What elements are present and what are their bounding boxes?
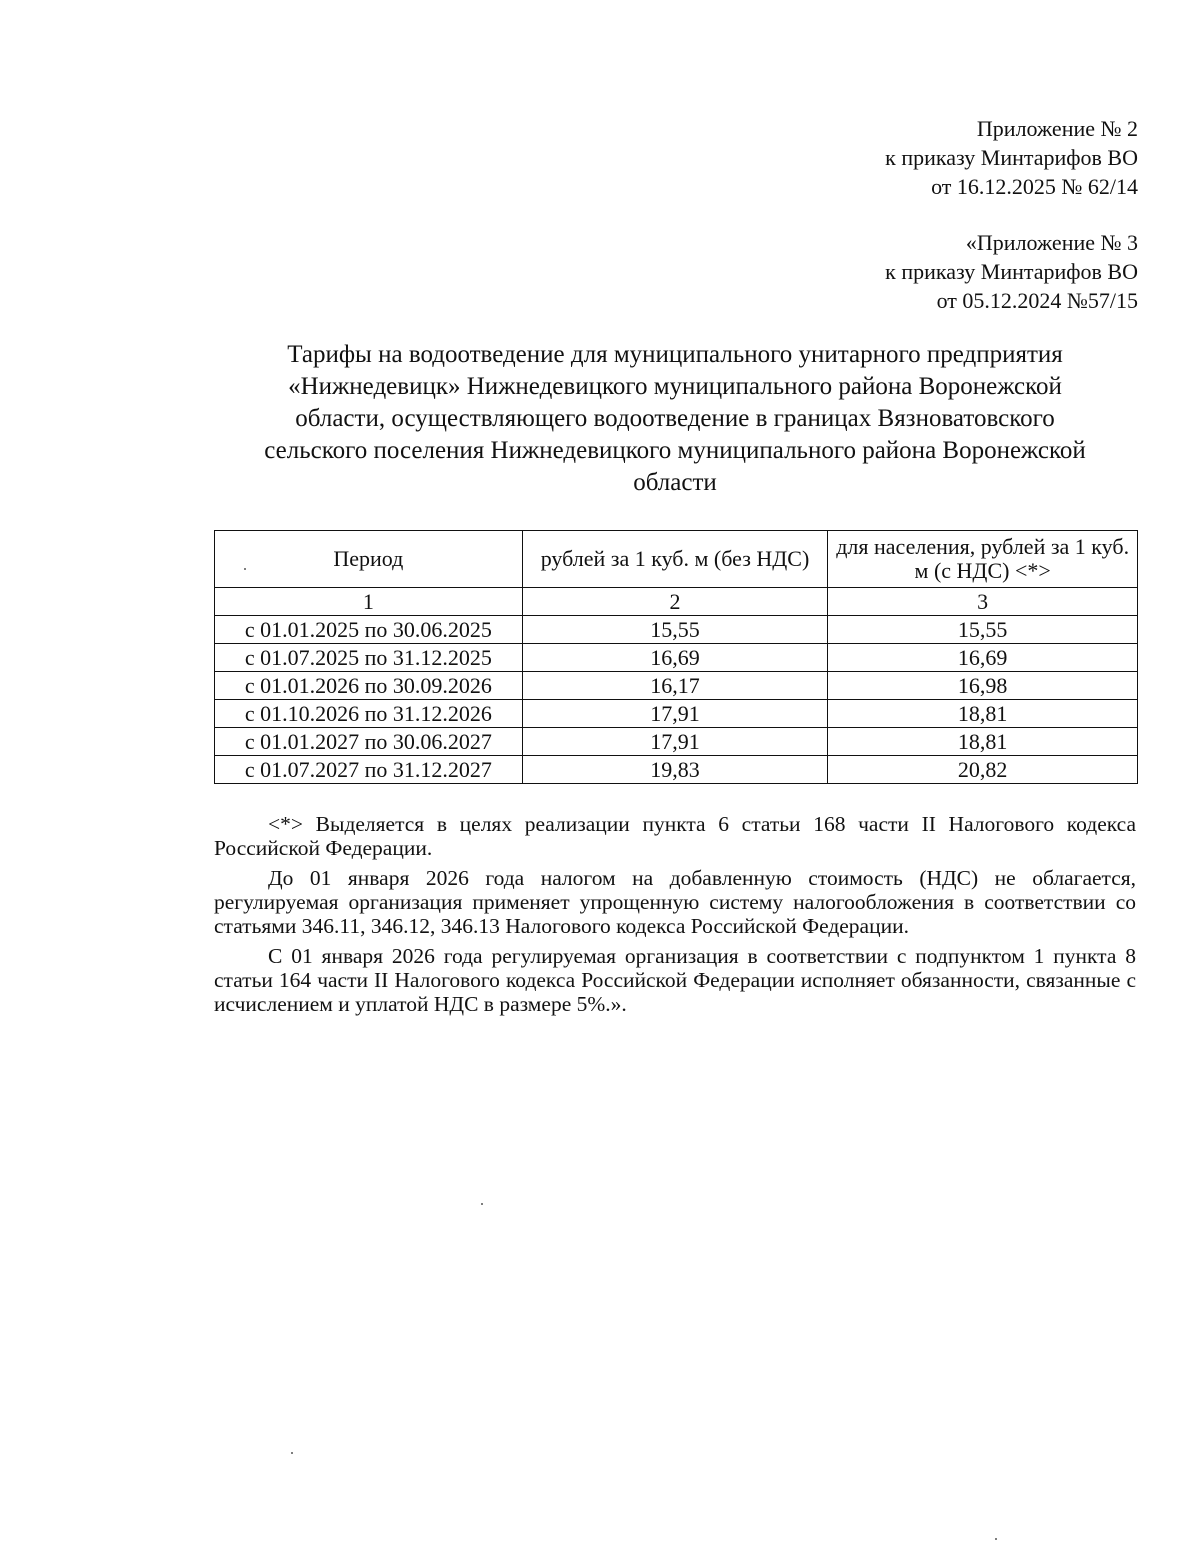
title-line: «Нижнедевицк» Нижнедевицкого муниципального района Воронежской [288, 373, 1062, 400]
period-cell: с 01.07.2027 по 31.12.2027 [215, 756, 523, 784]
table-row [215, 700, 1138, 728]
footnote-vat: <*> Выделяется в целях реализации пункта 6 статьи 168 части II Налогового кодекса Российской Федерации. [214, 812, 1136, 860]
tariff-cell: 15,55 [522, 616, 828, 644]
scan-speck [481, 1203, 483, 1205]
notes-section [214, 812, 1136, 1022]
table-row [215, 644, 1138, 672]
tariff-cell: 16,17 [522, 672, 828, 700]
column-number: 2 [522, 588, 828, 616]
tariff-table [214, 530, 1138, 784]
appendix-line: к приказу Минтарифов ВО [885, 259, 1138, 284]
table-row [215, 616, 1138, 644]
tariff-vat-cell: 18,81 [828, 728, 1138, 756]
scan-speck [244, 568, 246, 570]
column-number: 3 [828, 588, 1138, 616]
column-number-row [215, 588, 1138, 616]
header-period: Период [215, 531, 523, 588]
header-tariff-with-vat: для населения, рублей за 1 куб. м (с НДС) <*> [828, 531, 1138, 588]
table-header-row [215, 531, 1138, 588]
period-cell: с 01.10.2026 по 31.12.2026 [215, 700, 523, 728]
tariff-cell: 16,69 [522, 644, 828, 672]
appendix-line: «Приложение № 3 [965, 230, 1138, 255]
title-line: области [633, 469, 717, 496]
tariff-vat-cell: 20,82 [828, 756, 1138, 784]
appendix-line: к приказу Минтарифов ВО [885, 145, 1138, 170]
appendix-line: Приложение № 2 [976, 116, 1138, 141]
note-paragraph: До 01 января 2026 года налогом на добавленную стоимость (НДС) не облагается, регулируемая организация применяет упрощенную систему налогообложения в соответствии со статьями 346.11, 346.12, 346.13 Налогового кодекса Российской Федерации. [214, 866, 1136, 938]
column-number: 1 [215, 588, 523, 616]
period-cell: с 01.01.2027 по 30.06.2027 [215, 728, 523, 756]
period-cell: с 01.07.2025 по 31.12.2025 [215, 644, 523, 672]
period-cell: с 01.01.2026 по 30.09.2026 [215, 672, 523, 700]
tariff-vat-cell: 16,98 [828, 672, 1138, 700]
tariff-cell: 17,91 [522, 728, 828, 756]
appendix-reference-current [885, 114, 1138, 201]
period-cell: с 01.01.2025 по 30.06.2025 [215, 616, 523, 644]
scan-speck [291, 1452, 293, 1454]
tariff-vat-cell: 15,55 [828, 616, 1138, 644]
table-row [215, 756, 1138, 784]
appendix-reference-original [885, 228, 1138, 315]
document-title [200, 339, 1150, 499]
tariff-vat-cell: 18,81 [828, 700, 1138, 728]
table-row [215, 728, 1138, 756]
title-line: области, осуществляющего водоотведение в границах Вязноватовского [295, 405, 1055, 432]
header-tariff-without-vat: рублей за 1 куб. м (без НДС) [522, 531, 828, 588]
tariff-cell: 17,91 [522, 700, 828, 728]
appendix-line: от 05.12.2024 №57/15 [936, 288, 1138, 313]
note-paragraph: С 01 января 2026 года регулируемая организация в соответствии с подпунктом 1 пункта 8 статьи 164 части II Налогового кодекса Российской Федерации исполняет обязанности, связанные с исчислением и уплатой НДС в размере 5%.». [214, 944, 1136, 1016]
table-row [215, 672, 1138, 700]
title-line: сельского поселения Нижнедевицкого муниципального района Воронежской [264, 437, 1086, 464]
title-line: Тарифы на водоотведение для муниципального унитарного предприятия [287, 341, 1063, 368]
tariff-cell: 19,83 [522, 756, 828, 784]
appendix-line: от 16.12.2025 № 62/14 [931, 174, 1138, 199]
tariff-vat-cell: 16,69 [828, 644, 1138, 672]
scan-speck [995, 1538, 997, 1540]
